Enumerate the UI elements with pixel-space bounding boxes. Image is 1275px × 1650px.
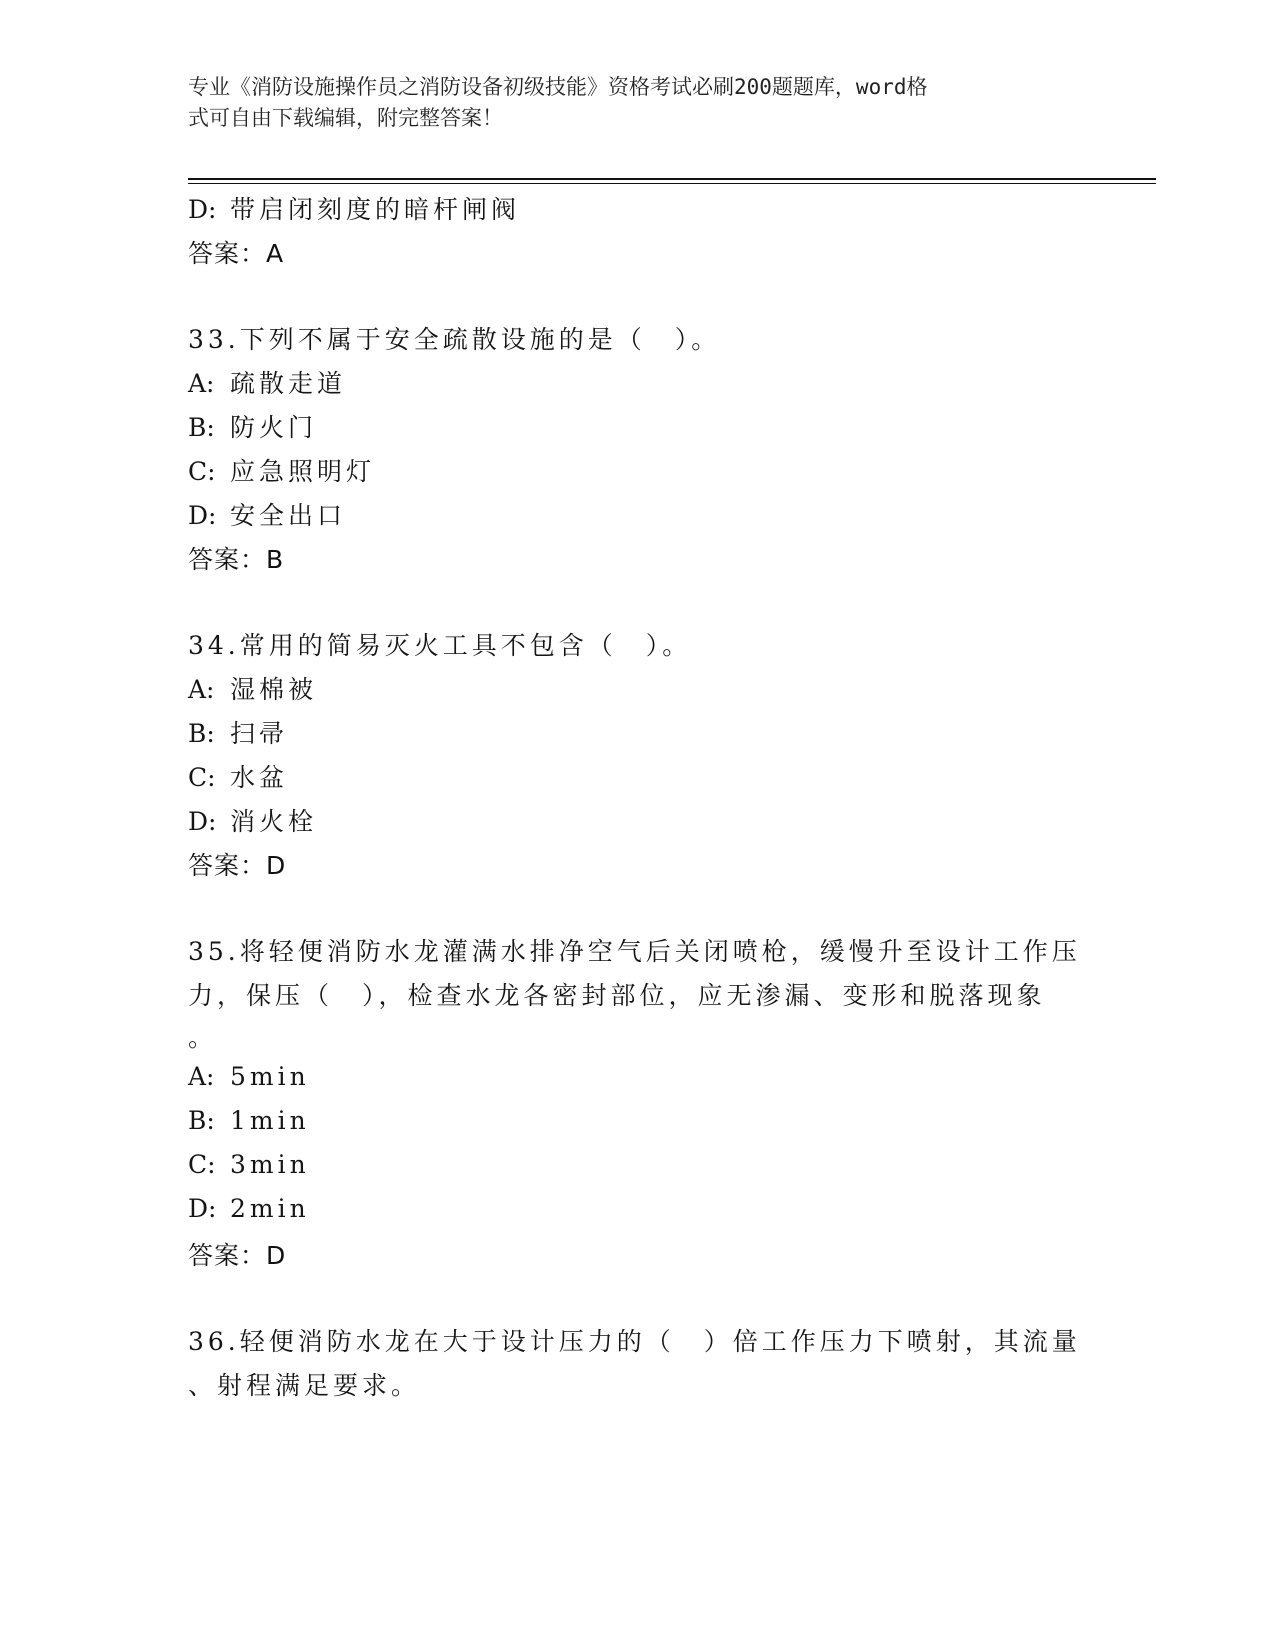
q34-option-b: [188, 714, 288, 750]
q35-option-a: [188, 1062, 310, 1091]
option-text: 疏散走道: [230, 369, 347, 398]
option-text: 3min: [230, 1150, 310, 1179]
option-text: 湿棉被: [230, 675, 318, 704]
q35-stem-line-2: 力，保压（ ），检查水龙各密封部位，应无渗漏、变形和脱落现象: [188, 981, 1046, 1010]
q34-stem: 34.常用的简易灭火工具不包含（ ）。: [188, 631, 692, 660]
option-text: 2min: [230, 1194, 310, 1223]
option-letter: D:: [188, 195, 217, 224]
option-letter: C:: [188, 457, 216, 486]
option-text: 防火门: [230, 413, 318, 442]
q35-option-c: [188, 1150, 310, 1179]
q33-option-a: [188, 364, 346, 400]
q35-option-b: [188, 1106, 310, 1135]
q35-option-d: [188, 1194, 310, 1223]
option-letter: A:: [188, 369, 215, 398]
header-divider: [188, 178, 1156, 180]
option-letter: D:: [188, 501, 217, 530]
q34-answer: 答案：D: [188, 851, 287, 880]
option-letter: B:: [188, 719, 215, 748]
option-letter: B:: [188, 413, 215, 442]
option-text: 1min: [230, 1106, 310, 1135]
option-text: 消火栓: [230, 807, 318, 836]
option-text: 应急照明灯: [230, 457, 376, 486]
option-letter: C:: [188, 763, 216, 792]
option-text: 安全出口: [230, 501, 347, 530]
q33-stem: 33.下列不属于安全疏散设施的是（ ）。: [188, 325, 721, 354]
option-letter: D:: [188, 807, 217, 836]
header-line-2: 式可自由下载编辑，附完整答案！: [188, 106, 503, 130]
option-letter: B:: [188, 1106, 215, 1135]
header-line-1: 专业《消防设施操作员之消防设备初级技能》资格考试必刷200题题库，word格: [188, 75, 928, 99]
prev-answer: 答案：A: [188, 239, 285, 268]
option-text: 扫帚: [230, 719, 289, 748]
q33-option-d: [188, 496, 346, 532]
prev-option-d: [188, 190, 520, 226]
q36-stem-line-1: 36.轻便消防水龙在大于设计压力的（ ）倍工作压力下喷射，其流量: [188, 1327, 1081, 1356]
option-letter: A:: [188, 1062, 215, 1091]
option-text: 水盆: [230, 763, 289, 792]
q35-answer: 答案：D: [188, 1241, 287, 1270]
option-letter: A:: [188, 675, 215, 704]
document-header: [188, 72, 1068, 134]
q33-option-b: [188, 408, 317, 444]
q35-stem-line-3: 。: [188, 1023, 218, 1052]
q34-option-c: [188, 758, 288, 794]
option-letter: C:: [188, 1150, 216, 1179]
q34-option-d: [188, 802, 317, 838]
q34-option-a: [188, 670, 317, 706]
q33-option-c: [188, 452, 375, 488]
q33-answer: 答案：B: [188, 545, 285, 574]
q35-stem-line-1: 35.将轻便消防水龙灌满水排净空气后关闭喷枪，缓慢升至设计工作压: [188, 937, 1081, 966]
q36-stem-line-2: 、射程满足要求。: [188, 1371, 421, 1400]
option-text: 带启闭刻度的暗杆闸阀: [230, 195, 521, 224]
option-text: 5min: [230, 1062, 310, 1091]
header-divider-thin: [188, 183, 1156, 184]
option-letter: D:: [188, 1194, 217, 1223]
